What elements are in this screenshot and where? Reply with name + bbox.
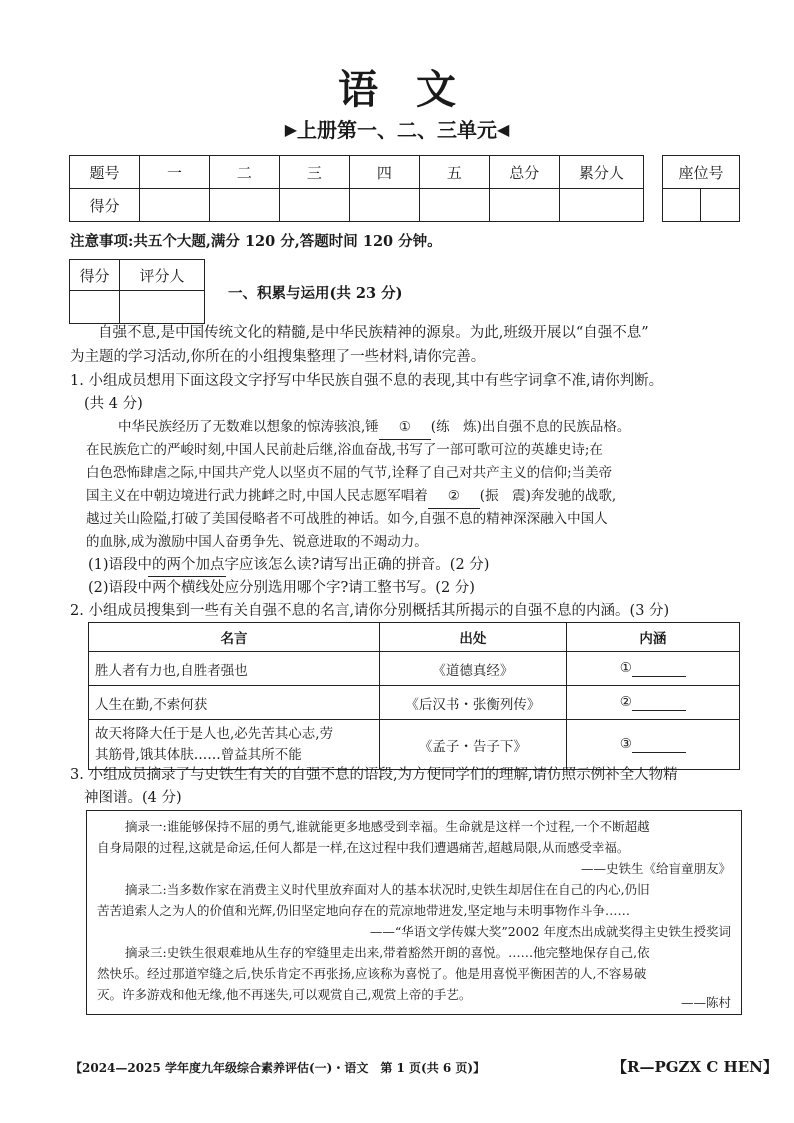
meaning-mark: ③ — [619, 736, 632, 752]
intro-line: 自强不息,是中国传统文化的精髓,是中华民族精神的源泉。为此,班级开展以“自强不息” — [98, 325, 649, 341]
score-cell[interactable] — [349, 189, 419, 222]
q3-stem: 3. 小组成员摘录了与史铁生有关的自强不息的语段,为方便同学们的理解,请仿照示例补全人物精 — [70, 767, 678, 783]
grade-score-label: 得分 — [70, 260, 120, 291]
section-title: 一、积累与运用(共 23 分) — [228, 285, 403, 302]
score-header: 五 — [419, 156, 489, 189]
meaning-mark: ② — [619, 694, 632, 710]
blank-2[interactable]: ② — [428, 485, 480, 509]
quote-col-header: 出处 — [380, 623, 567, 652]
score-cell[interactable] — [279, 189, 349, 222]
excerpt-line: 灭。许多游戏和他无缘,他不再迷失,可以观赏自己,观赏上帝的手艺。 — [97, 987, 472, 1002]
page-title: 语文 — [338, 66, 494, 113]
score-cell[interactable] — [139, 189, 209, 222]
passage-text: (振 震)奔发驰的战歌, — [479, 488, 617, 504]
excerpt-source: ——史铁生《给盲童朋友》 — [580, 861, 731, 876]
quote-col-header: 内涵 — [566, 623, 739, 652]
arrow-right-icon: ▶ — [284, 120, 297, 139]
quote-text: 人生在勤,不索何获 — [89, 686, 380, 720]
meaning-mark: ① — [619, 660, 632, 676]
grade-score-cell[interactable] — [70, 291, 120, 324]
seat-cell[interactable] — [701, 189, 740, 222]
passage-text: (练 炼)出自强不息的民族品格。 — [430, 419, 631, 435]
passage-text: 国主义在中朝边境进行武力挑衅之时,中国人民志愿军唱着 — [86, 488, 428, 504]
excerpt-line: 苦苦追索人之为人的价值和光辉,仍旧坚定地向存在的荒凉地带进发,坚定地与未明事物作斗争…… — [97, 903, 630, 918]
quote-source: 《孟子・告子下》 — [380, 720, 567, 770]
quote-col-header: 名言 — [89, 623, 380, 652]
score-header: 二 — [209, 156, 279, 189]
notice: 注意事项:共五个大题,满分 120 分,答题时间 120 分钟。 — [70, 233, 442, 250]
score-header: 题号 — [70, 156, 140, 189]
passage-text: 中华民族经历了无数难以想象的惊涛骇浪,锤 — [118, 419, 379, 435]
excerpt-box — [86, 810, 742, 1015]
seat-table — [662, 155, 740, 222]
q1-stem: 1. 小组成员想用下面这段文字抒写中华民族自强不息的表现,其中有些字词拿不准,请你判断。 — [70, 373, 664, 389]
q1-points: (共 4 分) — [84, 396, 143, 412]
score-row-label: 得分 — [70, 189, 140, 222]
grade-grader-label: 评分人 — [120, 260, 205, 291]
score-cell[interactable] — [489, 189, 559, 222]
score-header: 总分 — [489, 156, 559, 189]
score-header: 三 — [279, 156, 349, 189]
excerpt-source: ——陈村 — [680, 995, 731, 1010]
seat-label: 座位号 — [663, 156, 740, 189]
passage-line — [118, 416, 630, 440]
q3-stem: 神图谱。(4 分) — [84, 790, 182, 806]
excerpt-line: 摘录二:当多数作家在消费主义时代里放弃面对人的基本状况时,史铁生却居住在自己的内心,仍旧 — [125, 882, 650, 897]
subtitle-text: 上册第一、二、三单元 — [297, 118, 497, 142]
passage-line: 在民族危亡的严峻时刻,中国人民前赴后继,浴血奋战,书写了一部可歌可泣的英雄史诗;在 — [86, 442, 603, 458]
footer-left: 【2024—2025 学年度九年级综合素养评估(一)・语文 第 1 页(共 6 页)】 — [70, 1061, 486, 1075]
quote-table — [88, 622, 740, 770]
passage-line — [86, 485, 616, 509]
quote-source: 《道德真经》 — [380, 652, 567, 686]
seat-cell[interactable] — [663, 189, 701, 222]
meaning-cell[interactable] — [566, 686, 739, 720]
meaning-cell[interactable] — [566, 652, 739, 686]
score-header: 累分人 — [559, 156, 643, 189]
excerpt-line: 摘录一:谁能够保持不屈的勇气,谁就能更多地感受到幸福。生命就是这样一个过程,一个不断超越 — [125, 819, 650, 834]
passage-line: 白色恐怖肆虐之际,中国共产党人以坚贞不屈的气节,诠释了自己对共产主义的信仰;当美帝 — [86, 465, 613, 481]
footer-code: 【R—PGZX C HEN】 — [612, 1058, 778, 1076]
passage-line: 的血脉,成为激励中国人奋勇争先、锐意进取的不竭动力。 — [86, 534, 428, 550]
excerpt-line: 自身局限的过程,这就是命运,任何人都是一样,在这过程中我们遭遇痛苦,超越局限,从而感受幸福。 — [97, 840, 630, 855]
intro-line: 为主题的学习活动,你所在的小组搜集整理了一些材料,请你完善。 — [70, 349, 486, 365]
page-subtitle — [0, 114, 794, 143]
score-cell[interactable] — [559, 189, 643, 222]
score-cell[interactable] — [209, 189, 279, 222]
quote-text — [89, 720, 380, 770]
score-header: 一 — [139, 156, 209, 189]
excerpt-line: 摘录三:史铁生很艰难地从生存的窄缝里走出来,带着豁然开朗的喜悦。……他完整地保存自己,依 — [125, 945, 650, 960]
q2-stem: 2. 小组成员搜集到一些有关自强不息的名言,请你分别概括其所揭示的自强不息的内涵。(3 分) — [70, 603, 670, 619]
quote-line: 故天将降大任于是人也,必先苦其心志,劳 — [95, 725, 334, 742]
score-table — [69, 155, 644, 222]
grade-grader-cell[interactable] — [120, 291, 205, 324]
score-cell[interactable] — [419, 189, 489, 222]
meaning-cell[interactable] — [566, 720, 739, 770]
grade-table — [69, 259, 205, 324]
excerpt-source: ——“华语文学传媒大奖”2002 年度杰出成就奖得主史铁生授奖词 — [369, 924, 731, 939]
score-header: 四 — [349, 156, 419, 189]
passage-line: 越过关山险隘,打破了美国侵略者不可战胜的神话。如今,自强不息的精神深深融入中国人 — [86, 511, 608, 527]
q1-sub2: (2)语段中两个横线处应分别选用哪个字?请工整书写。(2 分) — [88, 580, 475, 596]
excerpt-line: 然快乐。经过那道窄缝之后,快乐肯定不再张扬,应该称为喜悦了。他是用喜悦平衡困苦的人,不容易破 — [97, 966, 647, 981]
quote-line: 其筋骨,饿其体肤……曾益其所不能 — [95, 746, 302, 763]
quote-source: 《后汉书・张衡列传》 — [380, 686, 567, 720]
q1-sub1: (1)语段中的两个加点字应该怎么读?请写出正确的拼音。(2 分) — [88, 557, 490, 573]
arrow-left-icon: ◀ — [497, 120, 510, 139]
blank-1[interactable]: ① — [379, 416, 431, 440]
quote-text: 胜人者有力也,自胜者强也 — [89, 652, 380, 686]
